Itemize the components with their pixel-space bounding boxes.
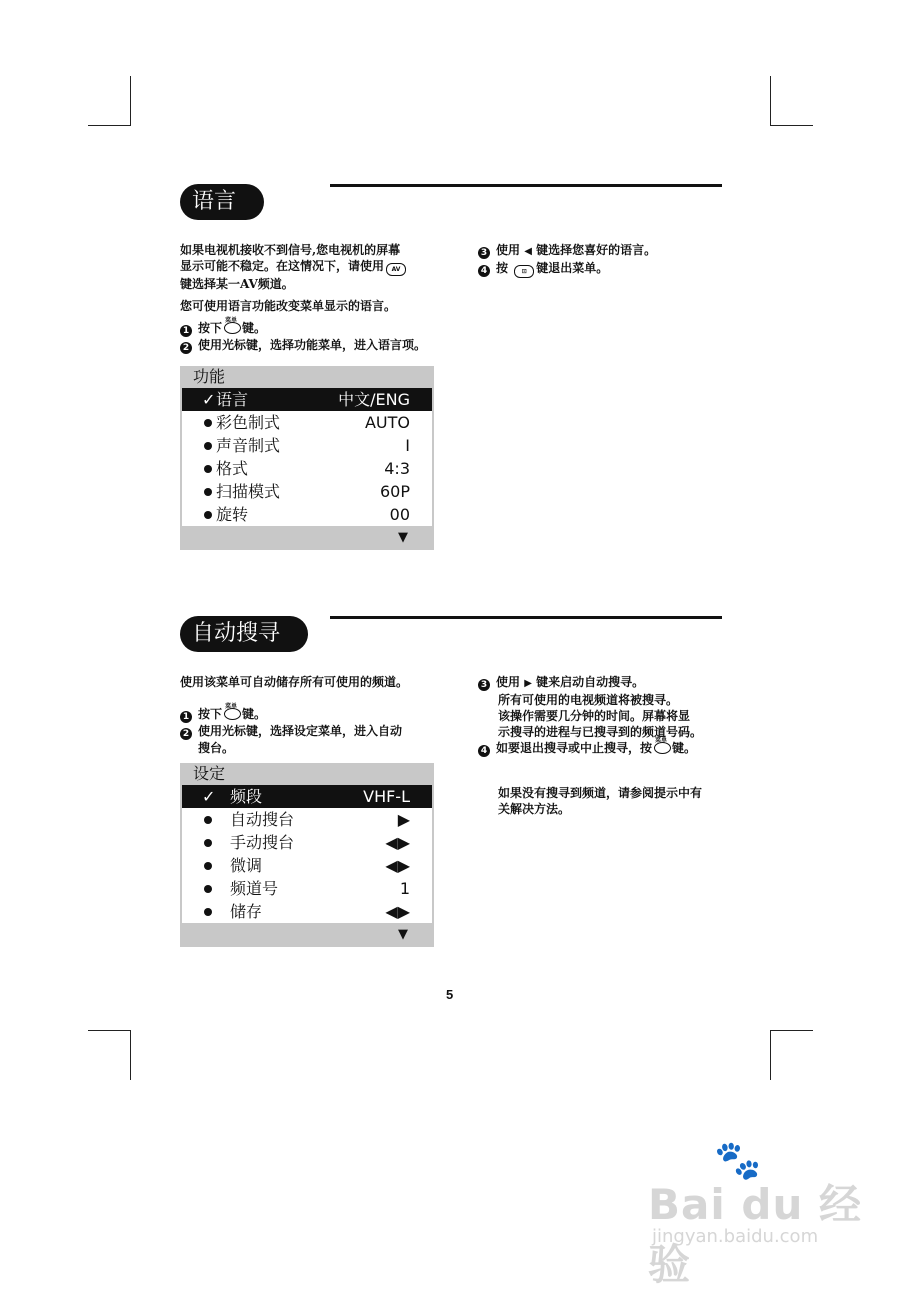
section-title: 语言 xyxy=(180,184,264,220)
osd-row-value: 60P xyxy=(379,482,410,501)
osd-row xyxy=(182,411,432,434)
step-number-icon: 1 xyxy=(180,711,192,723)
step-4: 4 按 ⊡ 键退出菜单。 xyxy=(478,260,738,278)
bullet-icon xyxy=(204,465,212,473)
watermark-url: jingyan.baidu.com xyxy=(652,1226,819,1247)
bullet-icon xyxy=(204,862,212,870)
osd-row-value: I xyxy=(405,436,410,455)
osd-row-value: ◀▶ xyxy=(385,833,410,852)
osd-row-value: 中文/ENG xyxy=(338,390,410,409)
osd-row-value: ◀▶ xyxy=(385,902,410,921)
step-3: 3 使用 ▶ 键来启动自动搜寻。 xyxy=(478,674,748,692)
section-title: 自动搜寻 xyxy=(180,616,308,652)
menu-key-icon: 菜单 xyxy=(223,706,241,720)
osd-row-label: 旋转 xyxy=(216,505,249,524)
bullet-icon xyxy=(204,511,212,519)
step-3-line: 示搜寻的进程与已搜寻到的频道号码。 xyxy=(498,725,703,739)
osd-row-value: VHF-L xyxy=(363,787,410,806)
osd-row-label: 频段 xyxy=(230,787,263,806)
osd-row-value: 1 xyxy=(399,879,410,898)
down-arrow-icon: ▼ xyxy=(398,530,408,545)
step-4: 4 如要退出搜寻或中止搜寻，按 菜单 键。 xyxy=(478,740,748,757)
osd-row xyxy=(182,877,432,900)
intro-line: 显示可能不稳定。在这情况下，请使用 AV xyxy=(180,258,470,276)
intro-line: 如果电视机接收不到信号,您电视机的屏幕 xyxy=(180,243,401,257)
osd-function-menu xyxy=(180,366,434,550)
paw-icon: 🐾 xyxy=(714,1138,762,1182)
step-3-line: 该操作需要几分钟的时间。屏幕将显 xyxy=(498,709,691,723)
exit-key-icon: ⊡ xyxy=(514,265,534,278)
osd-row-value: ◀▶ xyxy=(385,856,410,875)
step-number-icon: 2 xyxy=(180,728,192,740)
osd-row xyxy=(182,785,432,808)
osd-row xyxy=(182,457,432,480)
step-3: 3 使用 ◀ 键选择您喜好的语言。 xyxy=(478,242,738,260)
watermark-brand: Bai du 经验 xyxy=(648,1180,862,1289)
bullet-icon xyxy=(204,908,212,916)
bullet-icon xyxy=(204,885,212,893)
language-steps-right xyxy=(478,242,738,278)
step-2-cont: 搜台。 xyxy=(198,741,235,755)
osd-row-label: 格式 xyxy=(216,459,249,478)
osd-row-value: 4:3 xyxy=(384,459,410,478)
osd-row xyxy=(182,900,432,923)
step-2: 2 使用光标键，选择功能菜单，进入语言项。 xyxy=(180,337,470,354)
step-3-line: 所有可使用的电视频道将被搜寻。 xyxy=(498,693,679,707)
note-line: 关解决方法。 xyxy=(498,802,571,816)
osd-setup-menu xyxy=(180,763,434,947)
av-key-icon: AV xyxy=(386,263,406,276)
osd-row xyxy=(182,503,432,526)
bullet-icon xyxy=(204,839,212,847)
section-header-auto-search xyxy=(180,616,722,652)
osd-row-label: 微调 xyxy=(230,856,263,875)
step-number-icon: 4 xyxy=(478,745,490,757)
osd-row-label: 彩色制式 xyxy=(216,413,281,432)
bullet-icon xyxy=(204,442,212,450)
osd-row-label: 语言 xyxy=(216,390,249,409)
section-header-language xyxy=(180,184,722,220)
page-number: 5 xyxy=(446,987,454,1002)
step-1: 1 按下 菜单 键。 xyxy=(180,320,470,337)
crop-mark xyxy=(770,1030,771,1080)
step-number-icon: 1 xyxy=(180,325,192,337)
watermark xyxy=(646,1138,866,1289)
right-arrow-icon: ▶ xyxy=(524,678,532,689)
osd-row-value: ▶ xyxy=(397,810,410,829)
intro-line: 使用该菜单可自动储存所有可使用的频道。 xyxy=(180,675,409,689)
auto-search-steps-right xyxy=(478,674,748,817)
crop-mark xyxy=(770,125,813,126)
osd-row xyxy=(182,854,432,877)
osd-title: 功能 xyxy=(193,367,226,386)
step-2: 2 使用光标键，选择设定菜单，进入自动 xyxy=(180,723,470,740)
osd-row-label: 频道号 xyxy=(230,879,279,898)
check-icon: ✓ xyxy=(202,787,216,806)
check-icon: ✓ xyxy=(202,390,216,409)
header-rule xyxy=(330,616,722,619)
osd-footer xyxy=(180,526,434,550)
crop-mark xyxy=(88,125,131,126)
osd-row-label: 声音制式 xyxy=(216,436,281,455)
osd-row-label: 自动搜台 xyxy=(230,810,295,829)
step-1: 1 按下 菜单 键。 xyxy=(180,706,470,723)
intro-line: 您可使用语言功能改变菜单显示的语言。 xyxy=(180,299,397,313)
osd-footer xyxy=(180,923,434,947)
crop-mark xyxy=(130,1030,131,1080)
bullet-icon xyxy=(204,419,212,427)
osd-row xyxy=(182,831,432,854)
crop-mark xyxy=(88,1030,131,1031)
osd-row xyxy=(182,808,432,831)
step-number-icon: 4 xyxy=(478,265,490,277)
osd-row xyxy=(182,434,432,457)
step-number-icon: 2 xyxy=(180,342,192,354)
down-arrow-icon: ▼ xyxy=(398,927,408,942)
osd-row-label: 扫描模式 xyxy=(216,482,281,501)
note-line: 如果没有搜寻到频道，请参阅提示中有 xyxy=(498,786,703,800)
crop-mark xyxy=(770,1030,813,1031)
bullet-icon xyxy=(204,816,212,824)
intro-line: 键选择某一AV频道。 xyxy=(180,277,294,291)
crop-mark xyxy=(770,76,771,126)
osd-row-label: 储存 xyxy=(230,902,263,921)
header-rule xyxy=(330,184,722,187)
bullet-icon xyxy=(204,488,212,496)
auto-search-intro xyxy=(180,674,470,756)
osd-title: 设定 xyxy=(193,764,226,783)
menu-key-icon: 菜单 xyxy=(653,740,671,754)
osd-row xyxy=(182,388,432,411)
osd-row xyxy=(182,480,432,503)
crop-mark xyxy=(130,76,131,126)
menu-key-icon: 菜单 xyxy=(223,320,241,334)
language-intro xyxy=(180,242,470,354)
step-number-icon: 3 xyxy=(478,247,490,259)
left-arrow-icon: ◀ xyxy=(524,246,532,257)
osd-row-value: AUTO xyxy=(364,413,410,432)
osd-row-value: 00 xyxy=(389,505,410,524)
osd-row-label: 手动搜台 xyxy=(230,833,295,852)
step-number-icon: 3 xyxy=(478,679,490,691)
